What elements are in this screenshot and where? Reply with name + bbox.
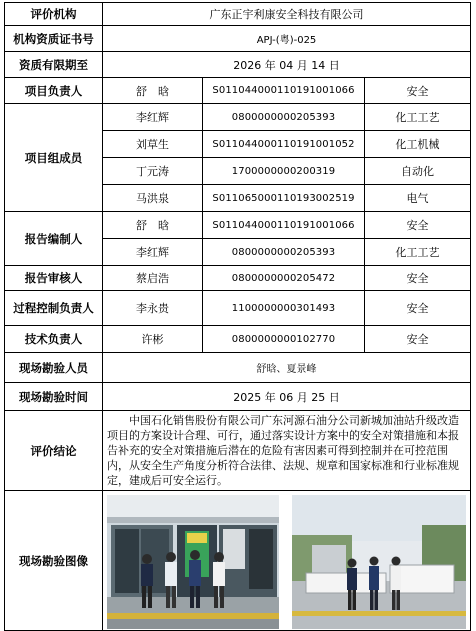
- team-member-major: 化工机械: [365, 131, 471, 158]
- compiler-major: 化工工艺: [365, 239, 471, 266]
- team-member-major: 自动化: [365, 158, 471, 185]
- row-leader: [5, 78, 471, 104]
- site-photo-forecourt: [292, 495, 466, 629]
- org-label: 评价机构: [5, 3, 103, 26]
- row-conclusion: [5, 411, 471, 491]
- team-member-name: 刘草生: [103, 131, 203, 158]
- row-process: [5, 291, 471, 326]
- team-member-cert: S011044000110191001052: [203, 131, 365, 158]
- survey-time-value: 2025 年 06 月 25 日: [103, 383, 471, 411]
- conclusion-text: 中国石化销售股份有限公司广东河源石油分公司新城加油站升级改造项目的方案设计合理、可行，通过落实设计方案中的安全对策措施和本报告补充的安全对策措施后潜在的危险有害因素可得到控制并在可控范围内，从安全生产角度分析符合法律、法规、规章和国家标准和行业标准规定，建成后可安全运行。: [103, 411, 471, 491]
- compiler-name: 舒 晗: [103, 212, 203, 239]
- team-member-name: 丁元涛: [103, 158, 203, 185]
- leader-major: 安全: [365, 78, 471, 104]
- survey-staff-value: 舒晗、夏景峰: [103, 353, 471, 383]
- tech-cert: 0800000000102770: [203, 326, 365, 353]
- process-label: 过程控制负责人: [5, 291, 103, 326]
- survey-staff-label: 现场勘验人员: [5, 353, 103, 383]
- row-survey-time: [5, 383, 471, 411]
- leader-name: 舒 晗: [103, 78, 203, 104]
- row-validity: [5, 52, 471, 78]
- row-compiler-1: [5, 212, 471, 239]
- compiler-cert: 0800000000205393: [203, 239, 365, 266]
- conclusion-label: 评价结论: [5, 411, 103, 491]
- row-tech: [5, 326, 471, 353]
- team-member-major: 化工工艺: [365, 104, 471, 131]
- reviewer-major: 安全: [365, 266, 471, 291]
- leader-label: 项目负责人: [5, 78, 103, 104]
- site-photo-storefront: [107, 495, 279, 629]
- team-member-cert: 1700000000200319: [203, 158, 365, 185]
- process-cert: 1100000000301493: [203, 291, 365, 326]
- validity-value: 2026 年 04 月 14 日: [103, 52, 471, 78]
- tech-major: 安全: [365, 326, 471, 353]
- team-member-name: 李红辉: [103, 104, 203, 131]
- row-org: [5, 3, 471, 26]
- reviewer-label: 报告审核人: [5, 266, 103, 291]
- row-photos: [5, 491, 471, 631]
- cert-label: 机构资质证书号: [5, 26, 103, 52]
- compiler-name: 李红辉: [103, 239, 203, 266]
- process-name: 李永贵: [103, 291, 203, 326]
- team-member-cert: 0800000000205393: [203, 104, 365, 131]
- process-major: 安全: [365, 291, 471, 326]
- tech-name: 许彬: [103, 326, 203, 353]
- team-member-major: 电气: [365, 185, 471, 212]
- row-cert: [5, 26, 471, 52]
- photos-label: 现场勘验图像: [5, 491, 103, 631]
- compilers-label: 报告编制人: [5, 212, 103, 266]
- evaluation-info-table: [4, 2, 471, 631]
- row-survey-staff: [5, 353, 471, 383]
- leader-cert: S011044000110191001066: [203, 78, 365, 104]
- cert-value: APJ-(粤)-025: [103, 26, 471, 52]
- org-value: 广东正宇利康安全科技有限公司: [103, 3, 471, 26]
- team-member-name: 马洪泉: [103, 185, 203, 212]
- tech-label: 技术负责人: [5, 326, 103, 353]
- reviewer-name: 蔡启浩: [103, 266, 203, 291]
- compiler-cert: S011044000110191001066: [203, 212, 365, 239]
- photos-cell: [103, 491, 471, 631]
- team-member-cert: S011065000110193002519: [203, 185, 365, 212]
- compiler-major: 安全: [365, 212, 471, 239]
- row-team-1: [5, 104, 471, 131]
- reviewer-cert: 0800000000205472: [203, 266, 365, 291]
- survey-time-label: 现场勘验时间: [5, 383, 103, 411]
- validity-label: 资质有限期至: [5, 52, 103, 78]
- row-reviewer: [5, 266, 471, 291]
- team-label: 项目组成员: [5, 104, 103, 212]
